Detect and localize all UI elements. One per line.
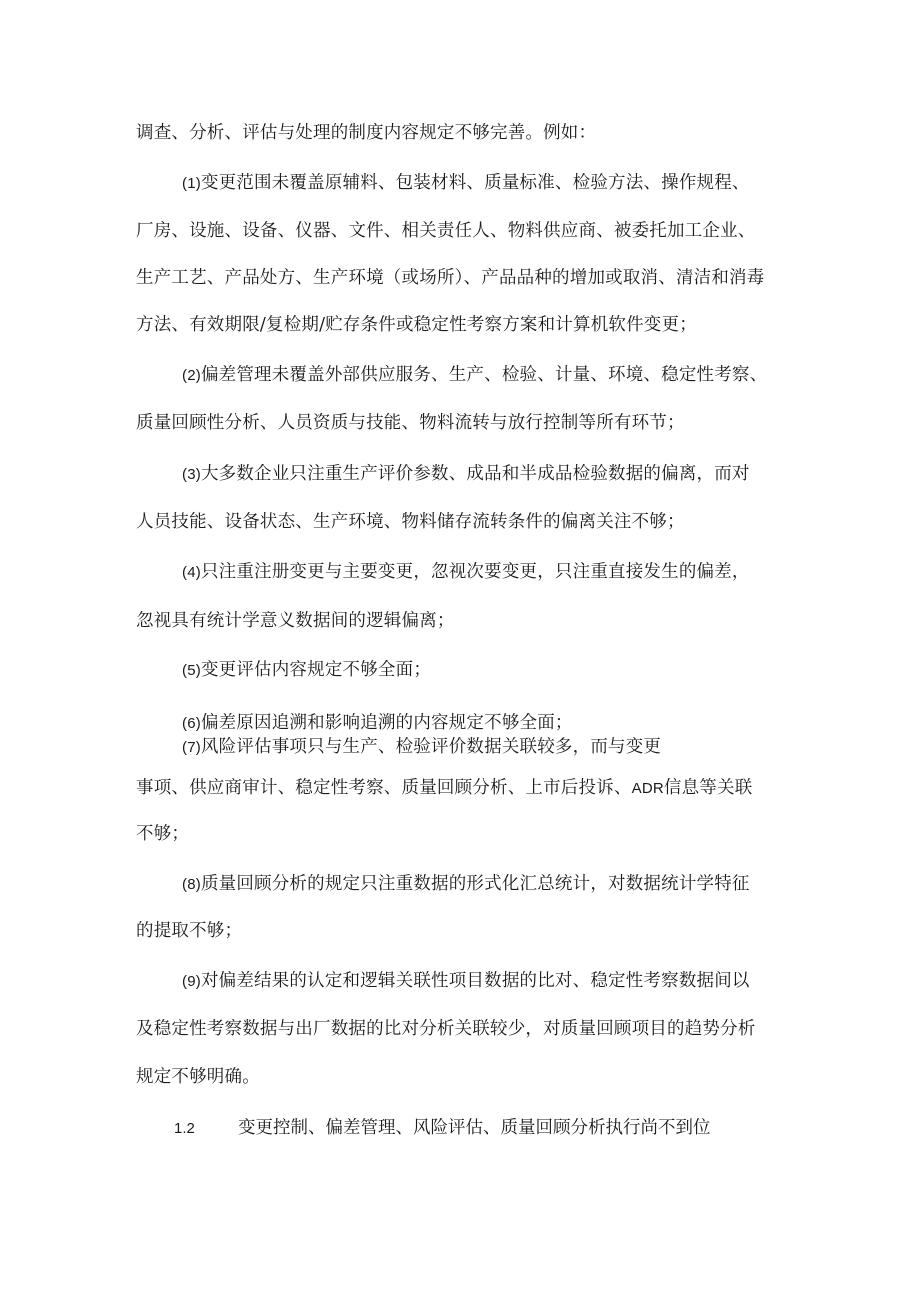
line-text: 及稳定性考察数据与出厂数据的比对分析关联较少，对质量回顾项目的趋势分析 [136,1019,756,1039]
list-item-6 [182,712,842,735]
line-text: 对偏差结果的认定和逻辑关联性项目数据的比对、稳定性考察数据间以 [200,971,750,991]
line-text: 生产工艺、产品处方、生产环境（或场所）、产品品种的增加或取消、清洁和消毒 [136,268,765,288]
line-text: 不够； [136,824,190,844]
item-number: (1) [182,175,201,192]
item-number: (2) [182,367,201,384]
section-heading [174,1117,711,1140]
item-number: (8) [182,876,201,893]
line-text: 质量回顾性分析、人员资质与技能、物料流转与放行控制等所有环节； [136,413,685,433]
list-item-7 [182,736,842,759]
item-number: (3) [182,466,201,483]
paragraph-line [136,823,796,845]
section-number: 1.2 [174,1120,195,1137]
list-item-9 [182,970,842,993]
item-number: (4) [182,564,201,581]
line-text: 调查、分析、评估与处理的制度内容规定不够完善。例如： [136,123,597,143]
list-item-2 [182,364,842,387]
item-number: (5) [182,662,201,679]
line-text: 事项、供应商审计、稳定性考察、质量回顾分析、上市后投诉、 [136,778,632,798]
paragraph-line [136,1018,796,1040]
list-item-5 [182,659,842,682]
line-text: 风险评估事项只与生产、检验评价数据关联较多，而与变更 [200,737,662,757]
paragraph-line [136,777,796,800]
line-text: 规定不够明确。 [136,1067,260,1087]
paragraph-line [136,920,796,942]
list-item-3 [182,463,842,486]
item-number: (6) [182,715,201,732]
line-text: 偏差原因追溯和影响追溯的内容规定不够全面； [200,713,573,733]
paragraph-line [136,610,796,632]
line-text: 变更范围未覆盖原辅料、包装材料、质量标准、检验方法、操作规程、 [200,173,750,193]
paragraph-line [136,412,796,434]
section-title: 变更控制、偏差管理、风险评估、质量回顾分析执行尚不到位 [238,1118,711,1138]
paragraph-line [136,314,796,336]
line-text: 变更评估内容规定不够全面； [200,660,432,680]
line-text: 忽视具有统计学意义数据间的逻辑偏离； [136,611,455,631]
paragraph-line [136,267,796,289]
paragraph-line [136,1066,796,1088]
line-text-tail: 信息等关联 [663,778,753,798]
line-text: 偏差管理未覆盖外部供应服务、生产、检验、计量、环境、稳定性考察、 [200,365,768,385]
line-text: 质量回顾分析的规定只注重数据的形式化汇总统计，对数据统计学特征 [200,874,750,894]
item-number: (9) [182,973,201,990]
list-item-1 [182,172,842,195]
abbreviation: ADR [631,780,664,797]
paragraph-line [136,122,796,144]
line-text: 人员技能、设备状态、生产环境、物料储存流转条件的偏离关注不够； [136,512,685,532]
list-item-4 [182,561,842,584]
line-text: 的提取不够； [136,921,243,941]
line-text: 厂房、设施、设备、仪器、文件、相关责任人、物料供应商、被委托加工企业、 [136,221,756,241]
line-text: 只注重注册变更与主要变更，忽视次要变更，只注重直接发生的偏差， [200,562,750,582]
list-item-8 [182,873,842,896]
paragraph-line [136,511,796,533]
item-number: (7) [182,739,201,756]
paragraph-line [136,220,796,242]
line-text: 大多数企业只注重生产评价参数、成品和半成品检验数据的偏离，而对 [200,464,750,484]
line-text: 方法、有效期限/复检期/贮存条件或稳定性考察方案和计算机软件变更； [136,315,697,335]
